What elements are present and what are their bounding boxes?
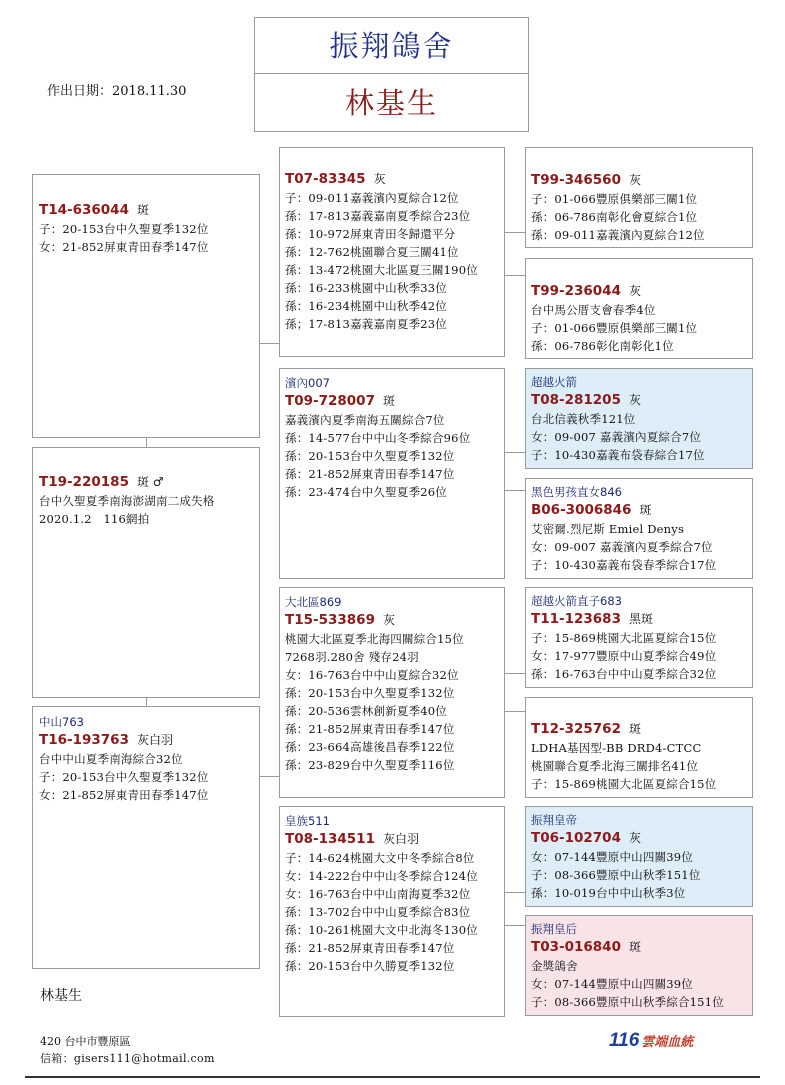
record-line: 嘉義濱內夏季南海五關綜合7位 xyxy=(285,413,445,427)
great-grandparent-card xyxy=(525,478,753,579)
pigeon-color: 黑斑 xyxy=(628,612,653,626)
great-grandparent-card xyxy=(525,258,753,359)
owner-name-box xyxy=(254,74,529,132)
footer-owner: 林基生 xyxy=(40,988,82,1004)
record-line: 孫：13-702台中中山夏季綜合83位 xyxy=(285,905,471,919)
great-grandparent-card xyxy=(525,587,753,688)
ring-number: T16-193763 xyxy=(39,732,129,748)
connector xyxy=(504,711,525,712)
loft-name-box xyxy=(254,17,529,74)
pigeon-nickname: 黑色男孩直女846 xyxy=(531,485,622,499)
record-line: LDHA基因型-BB DRD4-CTCC xyxy=(531,741,702,755)
record-line: 孫：23-829台中久聖夏季116位 xyxy=(285,758,455,772)
record-line: 孫：20-153台中久聖夏季132位 xyxy=(285,449,455,463)
pigeon-color: 灰 xyxy=(628,393,641,407)
record-line: 女：14-222台中中山冬季綜合124位 xyxy=(285,869,478,883)
record-line: 女：09-007 嘉義濱內夏季綜合7位 xyxy=(531,540,713,554)
record-line: 孫：16-234桃園中山秋季42位 xyxy=(285,299,448,313)
record-line: 孫：10-261桃園大文中北海冬130位 xyxy=(285,923,478,937)
connector xyxy=(504,925,525,926)
pigeon-nickname: 大北區869 xyxy=(285,595,342,609)
record-line: 孫：06-786彰化南彰化1位 xyxy=(531,339,674,353)
record-line: 子：01-066豐原俱樂部三關1位 xyxy=(531,321,698,335)
record-line: 7268羽.280舍 殘存24羽 xyxy=(285,650,419,664)
record-line: 女：21-852屏東青田春季147位 xyxy=(39,240,209,254)
record-line: 孫：21-852屏東青田春季147位 xyxy=(285,722,455,736)
record-line: 女：09-007 嘉義濱內夏綜合7位 xyxy=(531,430,702,444)
record-line: 孫：13-472桃園大北區夏三關190位 xyxy=(285,263,478,277)
record-line: 孫：17-813嘉義嘉南夏季綜合23位 xyxy=(285,209,471,223)
record-line: 女：07-144豐原中山四關39位 xyxy=(531,850,694,864)
footer-address: 420 台中市豐原區 xyxy=(40,1035,131,1048)
record-line: 子：08-366豐原中山秋季綜合151位 xyxy=(531,995,724,1009)
ring-number: B06-3006846 xyxy=(531,502,632,518)
dam-card xyxy=(32,706,260,969)
record-line: 台中馬公厝支會春季4位 xyxy=(531,303,656,317)
record-line: 孫：20-536雲林創新夏季40位 xyxy=(285,704,448,718)
record-line: 台中久聖夏季南海澎湖南二成失格 xyxy=(39,494,215,508)
pigeon-color: 斑 xyxy=(136,203,149,217)
record-line: 子：09-011嘉義濱內夏綜合12位 xyxy=(285,191,459,205)
ring-number: T11-123683 xyxy=(531,611,621,627)
pigeon-color: 灰 xyxy=(373,172,386,186)
record-line: 孫：21-852屏東青田春季147位 xyxy=(285,467,455,481)
connector xyxy=(146,697,147,706)
pigeon-nickname: 超越火箭直子683 xyxy=(531,594,622,608)
record-line: 子：08-366豐原中山秋季151位 xyxy=(531,868,701,882)
record-line: 孫：12-762桃園聯合夏三關41位 xyxy=(285,245,459,259)
pigeon-nickname: 振翔皇后 xyxy=(531,922,577,936)
record-line: 子：14-624桃園大文中冬季綜合8位 xyxy=(285,851,475,865)
loft-name: 振翔鴿舍 xyxy=(329,29,454,63)
record-line: 桃園聯合夏季北海三關排名41位 xyxy=(531,759,699,773)
date-label: 作出日期：2018.11.30 xyxy=(47,84,187,99)
connector xyxy=(504,673,525,674)
record-line: 桃園大北區夏季北海四關綜合15位 xyxy=(285,632,464,646)
great-grandparent-card xyxy=(525,806,753,907)
pigeon-color: 灰白羽 xyxy=(136,733,173,747)
record-line: 孫：21-852屏東青田春季147位 xyxy=(285,941,455,955)
subject-card xyxy=(32,447,260,698)
ring-number: T09-728007 xyxy=(285,393,375,409)
cloud-pedigree-logo xyxy=(609,1030,693,1052)
ring-number: T99-236044 xyxy=(531,283,621,299)
record-line: 孫：20-153台中久聖夏季132位 xyxy=(285,686,455,700)
pigeon-nickname: 中山763 xyxy=(39,715,84,729)
ring-number: T14-636044 xyxy=(39,202,129,218)
record-line: 子：15-869桃園大北區夏綜合15位 xyxy=(531,631,717,645)
logo-text: 雲端血統 xyxy=(641,1034,694,1049)
connector xyxy=(504,452,525,453)
ring-number: T12-325762 xyxy=(531,721,621,737)
connector xyxy=(146,437,147,447)
great-grandparent-card xyxy=(525,368,753,469)
connector xyxy=(259,776,280,777)
connector xyxy=(504,892,525,893)
record-line: 子：15-869桃園大北區夏綜合15位 xyxy=(531,777,717,791)
record-line: 女：21-852屏東青田春季147位 xyxy=(39,788,209,802)
record-line: 孫：20-153台中久勝夏季132位 xyxy=(285,959,455,973)
ring-number: T15-533869 xyxy=(285,612,375,628)
connector xyxy=(504,490,525,491)
pigeon-color: 灰 xyxy=(628,831,641,845)
record-line: 金獎鴿舍 xyxy=(531,959,578,973)
pigeon-color: 灰 xyxy=(628,173,641,187)
record-line: 子：20-153台中久聖夏季132位 xyxy=(39,770,209,784)
record-line: 子：10-430嘉義布袋春季綜合17位 xyxy=(531,558,717,572)
ring-number: T99-346560 xyxy=(531,172,621,188)
record-line: 孫：10-019台中中山秋季3位 xyxy=(531,886,686,900)
owner-name: 林基生 xyxy=(344,86,438,120)
pigeon-color: 斑 xyxy=(628,722,641,736)
connector xyxy=(504,275,525,276)
sire-card xyxy=(32,174,260,438)
record-line: 女：07-144豐原中山四關39位 xyxy=(531,977,694,991)
record-line: 台中中山夏季南海綜合32位 xyxy=(39,752,183,766)
ring-number: T07-83345 xyxy=(285,171,366,187)
pigeon-color: 灰 xyxy=(382,613,395,627)
pigeon-color: 斑 ♂ xyxy=(136,475,164,489)
ring-number: T08-134511 xyxy=(285,831,375,847)
record-line: 艾密爾.烈尼斯 Emiel Denys xyxy=(531,522,685,536)
footer-email: 信箱：gisers111@hotmail.com xyxy=(40,1052,215,1065)
pigeon-color: 斑 xyxy=(628,940,641,954)
record-line: 孫：16-763台中中山夏季綜合32位 xyxy=(531,667,717,681)
record-line: 孫：09-011嘉義濱內夏綜合12位 xyxy=(531,228,705,242)
ring-number: T03-016840 xyxy=(531,939,621,955)
logo-number: 116 xyxy=(609,1030,640,1051)
record-line: 孫：14-577台中中山冬季綜合96位 xyxy=(285,431,471,445)
great-grandparent-card xyxy=(525,147,753,248)
record-line: 孫：06-786南彰化會夏綜合1位 xyxy=(531,210,698,224)
pigeon-color: 斑 xyxy=(382,394,395,408)
record-line: 孫：23-474台中久聖夏季26位 xyxy=(285,485,448,499)
pigeon-nickname: 濱內007 xyxy=(285,376,330,390)
record-line: 2020.1.2 116網拍 xyxy=(39,512,150,526)
record-line: 孫：23-664高雄後昌春季122位 xyxy=(285,740,455,754)
ring-number: T08-281205 xyxy=(531,392,621,408)
record-line: 子：10-430嘉義布袋春綜合17位 xyxy=(531,448,705,462)
record-line: 孫：16-233桃園中山秋季33位 xyxy=(285,281,448,295)
record-line: 女：16-763台中中山南海夏季32位 xyxy=(285,887,471,901)
footer-divider xyxy=(25,1076,760,1078)
record-line: 女：16-763台中中山夏綜合32位 xyxy=(285,668,459,682)
record-line: 台北信義秋季121位 xyxy=(531,412,636,426)
record-line: 女：17-977豐原中山夏季綜合49位 xyxy=(531,649,717,663)
pigeon-color: 斑 xyxy=(639,503,652,517)
pigeon-nickname: 振翔皇帝 xyxy=(531,813,577,827)
pigeon-color: 灰白羽 xyxy=(382,832,419,846)
ring-number: T19-220185 xyxy=(39,474,129,490)
record-line: 孫：10-972屏東青田冬歸還平分 xyxy=(285,227,456,241)
connector xyxy=(259,343,280,344)
ring-number: T06-102704 xyxy=(531,830,621,846)
pigeon-nickname: 超越火箭 xyxy=(531,375,577,389)
great-grandparent-card xyxy=(525,915,753,1016)
pigeon-nickname: 皇族511 xyxy=(285,814,330,828)
connector xyxy=(504,232,525,233)
record-line: 子：01-066豐原俱樂部三關1位 xyxy=(531,192,698,206)
granddam-card xyxy=(279,806,505,1017)
great-grandparent-card xyxy=(525,697,753,798)
grandsire-card xyxy=(279,147,505,357)
record-line: 子：20-153台中久聖夏季132位 xyxy=(39,222,209,236)
pigeon-color: 灰 xyxy=(628,284,641,298)
grandsire-card xyxy=(279,587,505,798)
granddam-card xyxy=(279,368,505,579)
record-line: 孫；17-813嘉義嘉南夏季23位 xyxy=(285,317,448,331)
